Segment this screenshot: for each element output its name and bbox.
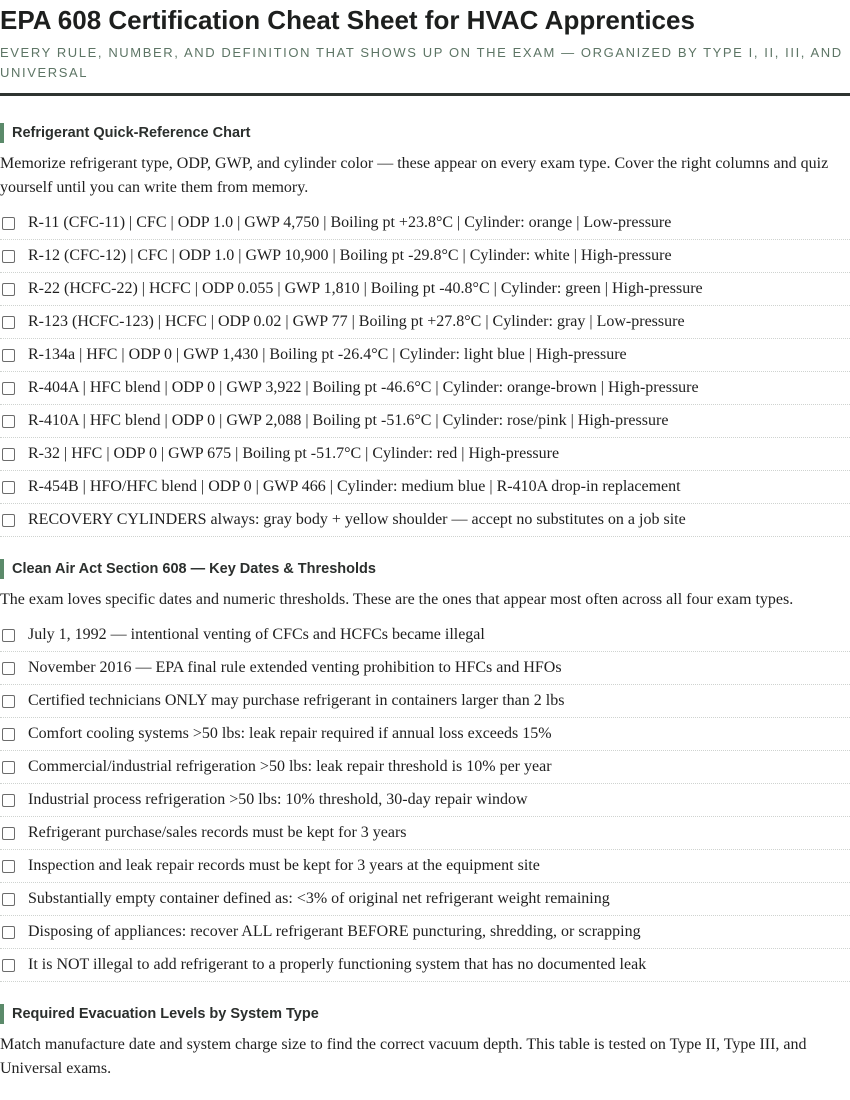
checklist-item[interactable] — [0, 751, 850, 784]
checkbox[interactable] — [2, 959, 15, 972]
checklist-item-text: Industrial process refrigeration >50 lbs: 10% threshold, 30-day repair window — [28, 791, 528, 808]
checklist-item[interactable] — [0, 438, 850, 471]
checkbox[interactable] — [2, 893, 15, 906]
checkbox[interactable] — [2, 283, 15, 296]
checkbox[interactable] — [2, 629, 15, 642]
checklist-item[interactable] — [0, 784, 850, 817]
section-heading: Clean Air Act Section 608 — Key Dates & Thresholds — [0, 559, 850, 579]
checklist — [0, 207, 850, 537]
page-title: EPA 608 Certification Cheat Sheet for HVAC Apprentices — [0, 5, 695, 35]
checklist-item[interactable] — [0, 817, 850, 850]
section-intro: Memorize refrigerant type, ODP, GWP, and cylinder color — these appear on every exam type. Cover the right columns and quiz yourself until you can write them from memory. — [0, 155, 829, 196]
checklist-item-text: Commercial/industrial refrigeration >50 lbs: leak repair threshold is 10% per year — [28, 758, 552, 775]
checkbox[interactable] — [2, 250, 15, 263]
section-key-dates — [0, 559, 850, 982]
checkbox[interactable] — [2, 662, 15, 675]
checklist-item[interactable] — [0, 883, 850, 916]
checklist-item-text: R-454B | HFO/HFC blend | ODP 0 | GWP 466 | Cylinder: medium blue | R-410A drop-in replacement — [28, 478, 681, 495]
checklist-item[interactable] — [0, 504, 850, 537]
page-subtitle: EVERY RULE, NUMBER, AND DEFINITION THAT SHOWS UP ON THE EXAM — ORGANIZED BY TYPE I, II, III, AND UNIVERSAL — [0, 45, 843, 80]
checkbox[interactable] — [2, 514, 15, 527]
checklist-item-text: R-134a | HFC | ODP 0 | GWP 1,430 | Boiling pt -26.4°C | Cylinder: light blue | High-pressure — [28, 346, 627, 363]
checklist-item-text: R-404A | HFC blend | ODP 0 | GWP 3,922 | Boiling pt -46.6°C | Cylinder: orange-brown | High-pressure — [28, 379, 699, 396]
checkbox[interactable] — [2, 794, 15, 807]
checklist — [0, 619, 850, 982]
checkbox[interactable] — [2, 316, 15, 329]
checklist-item[interactable] — [0, 372, 850, 405]
checklist-item-text: It is NOT illegal to add refrigerant to a properly functioning system that has no documented leak — [28, 956, 647, 973]
checklist-item[interactable] — [0, 850, 850, 883]
checklist-item[interactable] — [0, 949, 850, 982]
checklist-item-text: July 1, 1992 — intentional venting of CFCs and HCFCs became illegal — [28, 626, 485, 643]
checklist-item[interactable] — [0, 652, 850, 685]
checklist-item-text: R-12 (CFC-12) | CFC | ODP 1.0 | GWP 10,900 | Boiling pt -29.8°C | Cylinder: white | High-pressure — [28, 247, 672, 264]
checklist-item[interactable] — [0, 405, 850, 438]
checkbox[interactable] — [2, 349, 15, 362]
checkbox[interactable] — [2, 217, 15, 230]
checklist-item-text: Refrigerant purchase/sales records must be kept for 3 years — [28, 824, 407, 841]
checklist-item-text: R-32 | HFC | ODP 0 | GWP 675 | Boiling pt -51.7°C | Cylinder: red | High-pressure — [28, 445, 560, 462]
checklist-item[interactable] — [0, 273, 850, 306]
checklist-item[interactable] — [0, 240, 850, 273]
section-intro: The exam loves specific dates and numeric thresholds. These are the ones that appear most often across all four exam types. — [0, 591, 794, 608]
checkbox[interactable] — [2, 761, 15, 774]
checklist-item-text: Comfort cooling systems >50 lbs: leak repair required if annual loss exceeds 15% — [28, 725, 552, 742]
page-header — [0, 0, 850, 96]
checkbox[interactable] — [2, 926, 15, 939]
checkbox[interactable] — [2, 827, 15, 840]
section-heading: Refrigerant Quick-Reference Chart — [0, 123, 850, 143]
checklist-item[interactable] — [0, 471, 850, 504]
checklist-item-text: R-11 (CFC-11) | CFC | ODP 1.0 | GWP 4,750 | Boiling pt +23.8°C | Cylinder: orange | Low-pressure — [28, 214, 672, 231]
checklist-item-text: Substantially empty container defined as: <3% of original net refrigerant weight remaining — [28, 890, 610, 907]
checklist-item-text: R-410A | HFC blend | ODP 0 | GWP 2,088 | Boiling pt -51.6°C | Cylinder: rose/pink | High-pressure — [28, 412, 669, 429]
section-heading: Required Evacuation Levels by System Type — [0, 1004, 850, 1024]
checklist-item[interactable] — [0, 339, 850, 372]
checklist-item-text: Inspection and leak repair records must be kept for 3 years at the equipment site — [28, 857, 540, 874]
checkbox[interactable] — [2, 481, 15, 494]
checklist-item-text: November 2016 — EPA final rule extended venting prohibition to HFCs and HFOs — [28, 659, 562, 676]
checkbox[interactable] — [2, 382, 15, 395]
checkbox[interactable] — [2, 415, 15, 428]
checklist-item-text: RECOVERY CYLINDERS always: gray body + yellow shoulder — accept no substitutes on a job site — [28, 511, 686, 528]
checkbox[interactable] — [2, 695, 15, 708]
checkbox[interactable] — [2, 448, 15, 461]
checklist-item[interactable] — [0, 718, 850, 751]
section-evacuation-levels — [0, 1004, 850, 1081]
checklist-item-text: R-123 (HCFC-123) | HCFC | ODP 0.02 | GWP 77 | Boiling pt +27.8°C | Cylinder: gray | Low-pressure — [28, 313, 685, 330]
section-intro: Match manufacture date and system charge size to find the correct vacuum depth. This table is tested on Type II, Type III, and Universal exams. — [0, 1036, 807, 1077]
checklist-item[interactable] — [0, 619, 850, 652]
checklist-item-text: Certified technicians ONLY may purchase refrigerant in containers larger than 2 lbs — [28, 692, 565, 709]
checklist-item[interactable] — [0, 685, 850, 718]
checklist-item[interactable] — [0, 306, 850, 339]
checklist-item-text: R-22 (HCFC-22) | HCFC | ODP 0.055 | GWP 1,810 | Boiling pt -40.8°C | Cylinder: green | High-pressure — [28, 280, 703, 297]
checklist-item-text: Disposing of appliances: recover ALL refrigerant BEFORE puncturing, shredding, or scrapping — [28, 923, 641, 940]
checkbox[interactable] — [2, 728, 15, 741]
checklist-item[interactable] — [0, 916, 850, 949]
checkbox[interactable] — [2, 860, 15, 873]
checklist-item[interactable] — [0, 207, 850, 240]
section-refrigerant-chart — [0, 123, 850, 537]
